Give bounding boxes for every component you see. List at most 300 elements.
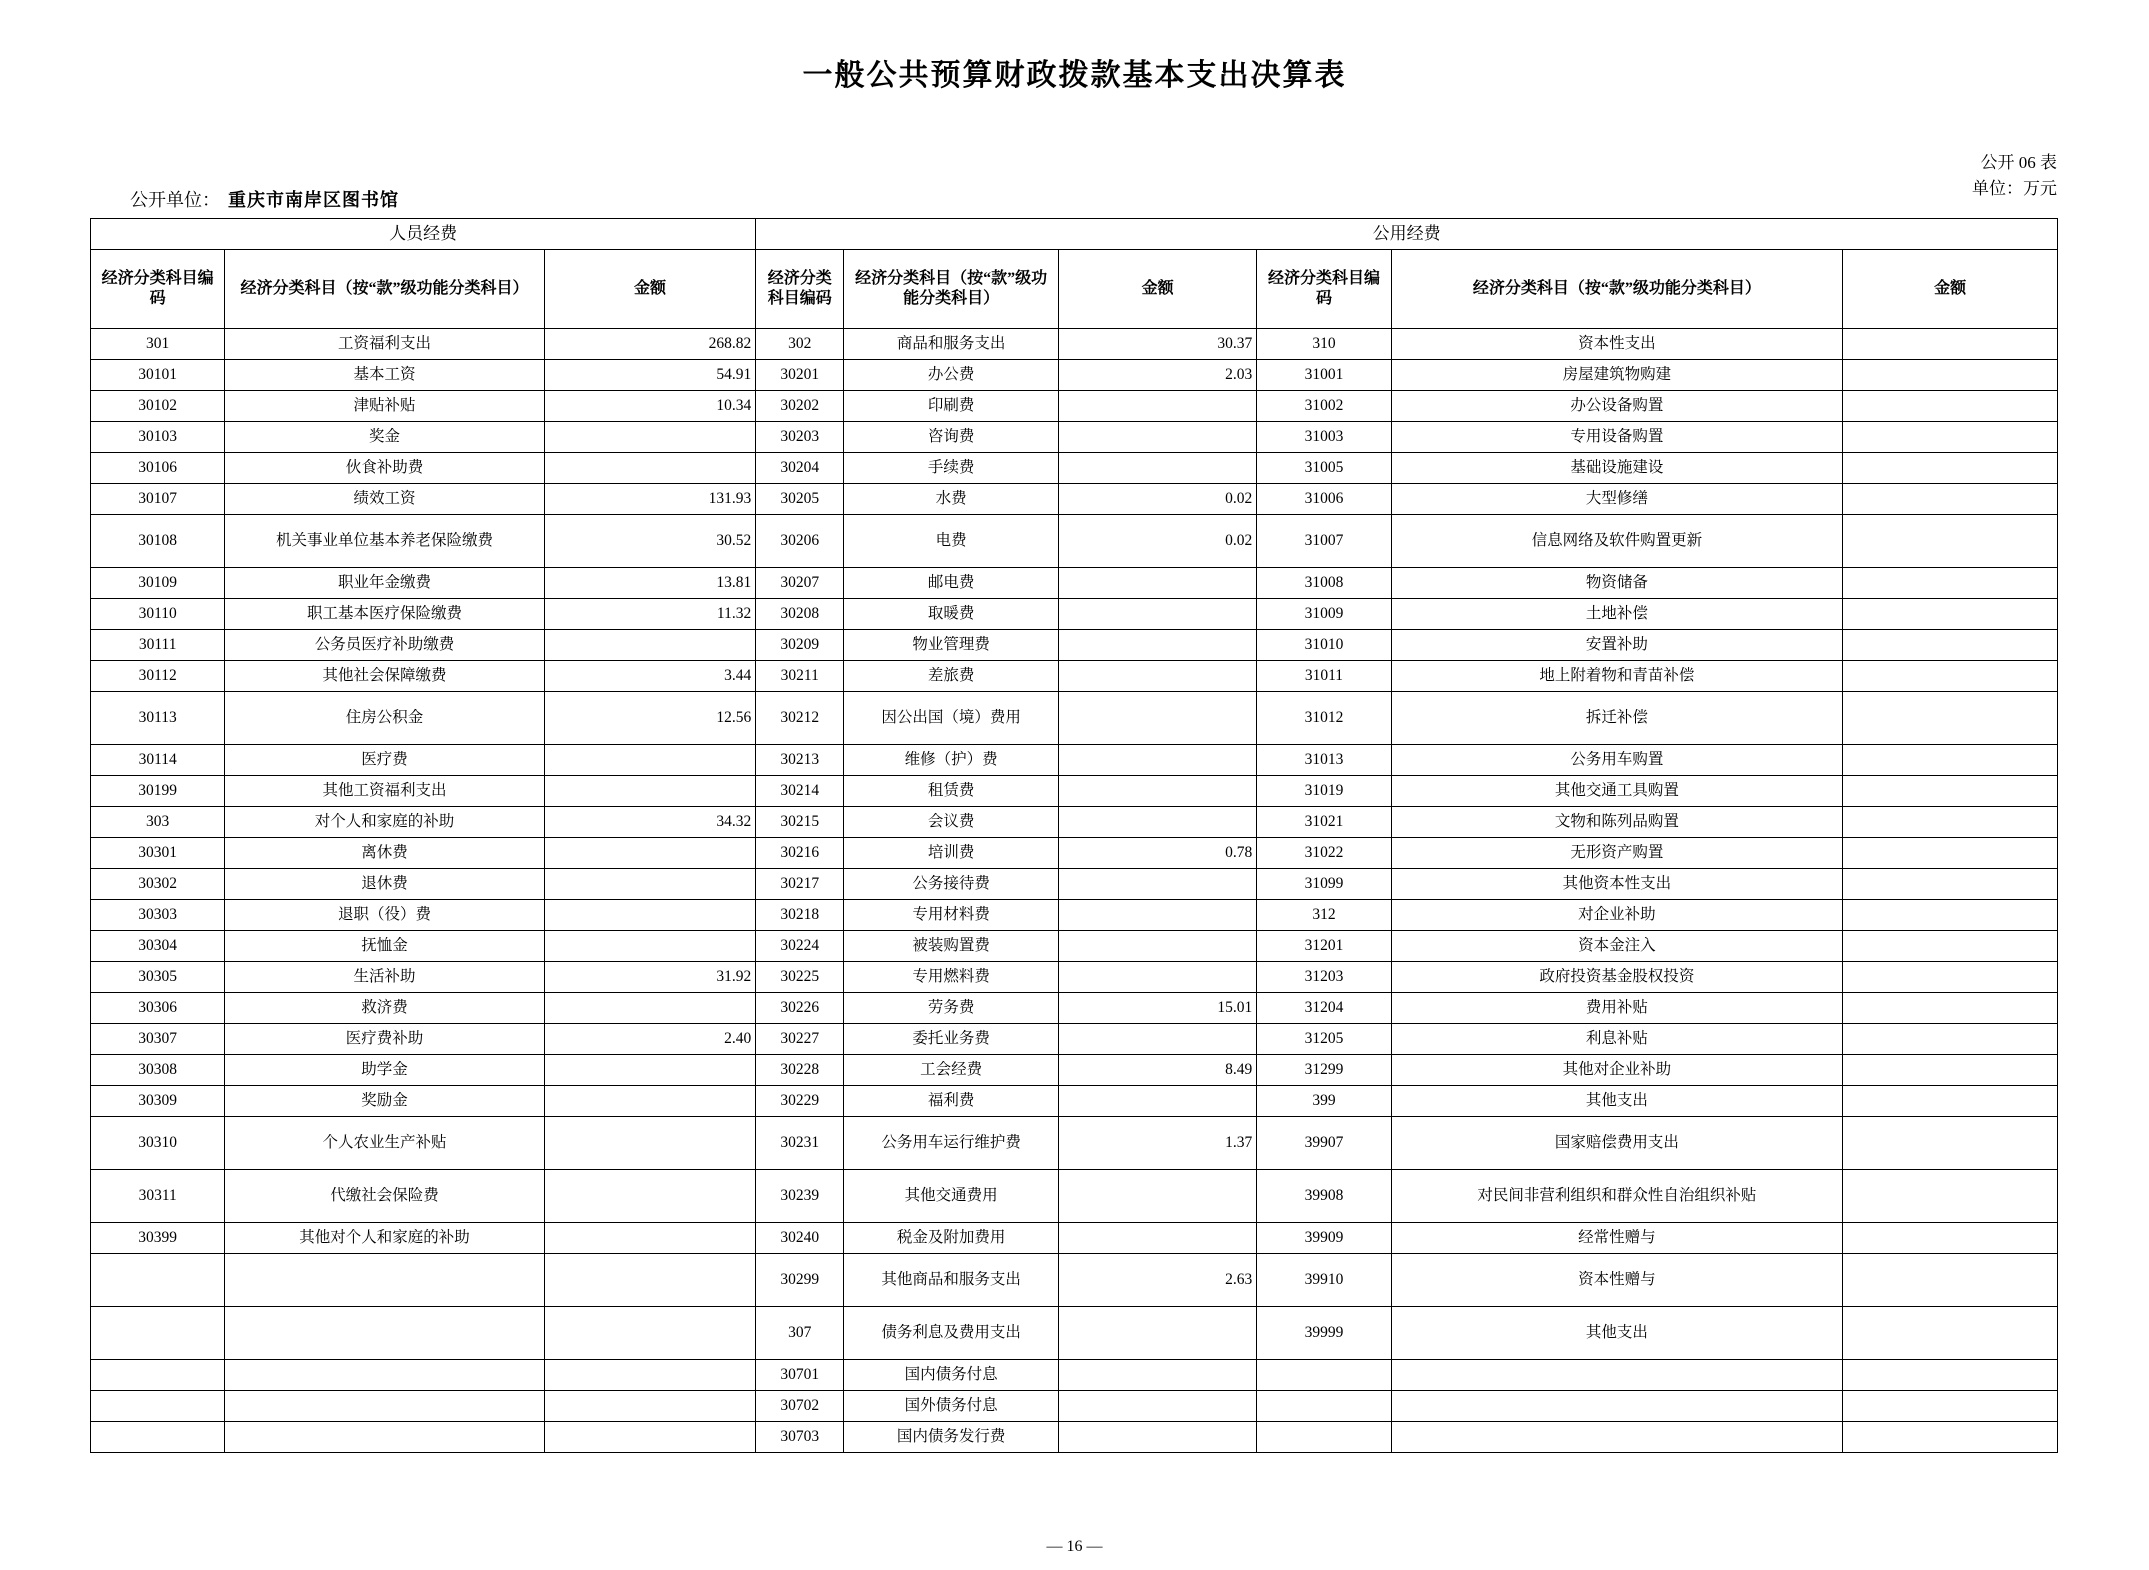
cell-name-personnel — [225, 1024, 544, 1055]
cell-code-capital: 31099 — [1257, 869, 1391, 900]
cell-amount-public — [1059, 869, 1257, 900]
cell-name-capital-text: 安置补助 — [1585, 636, 1648, 654]
cell-code-personnel: 30103 — [91, 422, 225, 453]
cell-code-personnel: 30308 — [91, 1055, 225, 1086]
cell-name-capital — [1391, 807, 1843, 838]
cell-amount-personnel — [544, 776, 755, 807]
cell-amount-public — [1059, 1422, 1257, 1453]
cell-name-public-text: 公务接待费 — [912, 875, 990, 893]
cell-name-capital — [1391, 661, 1843, 692]
cell-name-personnel-text: 退休费 — [361, 875, 408, 893]
cell-code-personnel: 30112 — [91, 661, 225, 692]
cell-name-personnel-text: 伙食补助费 — [345, 459, 424, 477]
cell-name-public-text: 公务用车运行维护费 — [881, 1134, 1021, 1152]
cell-name-personnel-text: 生活补助 — [353, 968, 416, 986]
cell-name-public — [844, 776, 1059, 807]
cell-name-personnel-text: 奖金 — [369, 428, 401, 446]
cell-name-public — [844, 745, 1059, 776]
cell-code-public: 30702 — [756, 1391, 844, 1422]
cell-name-capital — [1391, 776, 1843, 807]
cell-name-public-text: 印刷费 — [927, 397, 975, 415]
cell-name-personnel — [225, 453, 544, 484]
cell-name-public-text: 手续费 — [927, 459, 975, 477]
cell-name-public-text: 被装购置费 — [912, 937, 990, 955]
cell-amount-personnel — [544, 1055, 755, 1086]
cell-name-public-text: 物业管理费 — [912, 636, 990, 654]
sheet-number: 公开 06 表 — [1980, 153, 2057, 172]
cell-amount-capital — [1843, 692, 2058, 745]
cell-name-public-text: 水费 — [935, 490, 967, 508]
cell-name-personnel-text: 住房公积金 — [345, 709, 424, 727]
cell-amount-personnel — [544, 931, 755, 962]
table-row — [91, 1117, 2058, 1170]
currency-unit: 单位：万元 — [1972, 179, 2057, 199]
cell-amount-public — [1059, 568, 1257, 599]
cell-name-public-text: 差旅费 — [927, 667, 975, 685]
cell-code-personnel: 30399 — [91, 1223, 225, 1254]
cell-amount-capital — [1843, 661, 2058, 692]
cell-code-capital: 31019 — [1257, 776, 1391, 807]
cell-code-capital: 31001 — [1257, 360, 1391, 391]
cell-name-public-text: 税金及附加费用 — [896, 1229, 1006, 1247]
cell-name-capital — [1391, 962, 1843, 993]
cell-code-personnel: 30110 — [91, 599, 225, 630]
cell-name-capital-text: 其他支出 — [1585, 1092, 1648, 1110]
cell-amount-personnel — [544, 1223, 755, 1254]
cell-name-personnel-text: 其他对个人和家庭的补助 — [299, 1229, 470, 1247]
cell-amount-public: 0.02 — [1059, 515, 1257, 568]
cell-amount-public — [1059, 630, 1257, 661]
cell-name-capital — [1391, 1117, 1843, 1170]
cell-code-capital: 31021 — [1257, 807, 1391, 838]
table-row — [91, 962, 2058, 993]
cell-code-capital: 31010 — [1257, 630, 1391, 661]
cell-amount-personnel: 30.52 — [544, 515, 755, 568]
cell-code-capital: 31205 — [1257, 1024, 1391, 1055]
cell-name-public — [844, 329, 1059, 360]
cell-amount-capital — [1843, 900, 2058, 931]
cell-amount-capital — [1843, 869, 2058, 900]
cell-code-capital: 31009 — [1257, 599, 1391, 630]
cell-code-personnel — [91, 1422, 225, 1453]
cell-name-personnel — [225, 1391, 544, 1422]
cell-amount-capital — [1843, 962, 2058, 993]
cell-amount-capital — [1843, 568, 2058, 599]
cell-name-public — [844, 900, 1059, 931]
cell-code-personnel: 30309 — [91, 1086, 225, 1117]
cell-code-capital — [1257, 1422, 1391, 1453]
cell-name-public-text: 取暖费 — [927, 605, 975, 623]
cell-code-capital: 39910 — [1257, 1254, 1391, 1307]
cell-amount-public — [1059, 453, 1257, 484]
cell-name-public — [844, 599, 1059, 630]
cell-amount-personnel — [544, 1391, 755, 1422]
cell-name-capital — [1391, 869, 1843, 900]
cell-amount-capital — [1843, 391, 2058, 422]
cell-name-public-text: 债务利息及费用支出 — [881, 1324, 1021, 1342]
cell-amount-public — [1059, 931, 1257, 962]
cell-code-personnel: 30106 — [91, 453, 225, 484]
table-row — [91, 453, 2058, 484]
cell-code-personnel: 30107 — [91, 484, 225, 515]
table-row — [91, 1307, 2058, 1360]
cell-name-capital-text: 费用补贴 — [1585, 999, 1648, 1017]
cell-name-personnel — [225, 776, 544, 807]
cell-amount-personnel: 11.32 — [544, 599, 755, 630]
cell-name-public-text: 会议费 — [927, 813, 975, 831]
cell-amount-capital — [1843, 993, 2058, 1024]
cell-code-public: 302 — [756, 329, 844, 360]
cell-code-personnel: 30114 — [91, 745, 225, 776]
cell-name-public-text: 国内债务付息 — [904, 1366, 998, 1384]
cell-name-personnel — [225, 568, 544, 599]
cell-amount-personnel — [544, 869, 755, 900]
table-row — [91, 329, 2058, 360]
cell-code-public: 30224 — [756, 931, 844, 962]
cell-code-capital: 31006 — [1257, 484, 1391, 515]
cell-code-personnel: 30306 — [91, 993, 225, 1024]
cell-amount-public — [1059, 1360, 1257, 1391]
cell-name-public — [844, 1055, 1059, 1086]
discloser-name: 重庆市南岸区图书馆 — [228, 190, 399, 210]
group-header-row — [91, 219, 2058, 250]
cell-name-public-text: 委托业务费 — [912, 1030, 990, 1048]
cell-amount-personnel: 3.44 — [544, 661, 755, 692]
table-row — [91, 1086, 2058, 1117]
cell-name-personnel — [225, 838, 544, 869]
cell-name-capital — [1391, 1254, 1843, 1307]
cell-name-capital — [1391, 1086, 1843, 1117]
cell-code-capital: 39907 — [1257, 1117, 1391, 1170]
col-header-name1: 经济分类科目（按“款”级功能分类科目） — [225, 250, 544, 329]
cell-name-public-text: 邮电费 — [927, 574, 975, 592]
cell-amount-personnel — [544, 1117, 755, 1170]
cell-amount-public — [1059, 661, 1257, 692]
table-row — [91, 1360, 2058, 1391]
cell-code-capital: 31204 — [1257, 993, 1391, 1024]
cell-amount-capital — [1843, 360, 2058, 391]
cell-name-public-text: 商品和服务支出 — [896, 335, 1006, 353]
cell-name-personnel — [225, 1422, 544, 1453]
cell-amount-personnel — [544, 1307, 755, 1360]
cell-amount-public — [1059, 422, 1257, 453]
cell-amount-personnel: 13.81 — [544, 568, 755, 599]
cell-code-capital: 31203 — [1257, 962, 1391, 993]
cell-code-capital: 31201 — [1257, 931, 1391, 962]
cell-code-personnel — [91, 1254, 225, 1307]
cell-name-personnel — [225, 661, 544, 692]
cell-name-capital — [1391, 484, 1843, 515]
cell-code-capital: 310 — [1257, 329, 1391, 360]
cell-name-personnel — [225, 1223, 544, 1254]
cell-name-personnel — [225, 630, 544, 661]
cell-code-public: 30209 — [756, 630, 844, 661]
table-row — [91, 568, 2058, 599]
cell-name-personnel-text: 代缴社会保险费 — [330, 1187, 439, 1205]
cell-name-personnel-text: 其他工资福利支出 — [322, 782, 447, 800]
cell-code-public: 30213 — [756, 745, 844, 776]
cell-amount-capital — [1843, 1360, 2058, 1391]
cell-amount-public: 30.37 — [1059, 329, 1257, 360]
cell-name-personnel — [225, 422, 544, 453]
cell-name-capital — [1391, 515, 1843, 568]
cell-name-public-text: 其他商品和服务支出 — [881, 1271, 1021, 1289]
cell-name-personnel — [225, 900, 544, 931]
cell-name-capital — [1391, 993, 1843, 1024]
cell-name-personnel-text: 离休费 — [361, 844, 408, 862]
cell-name-personnel — [225, 993, 544, 1024]
cell-name-public — [844, 838, 1059, 869]
cell-name-personnel — [225, 807, 544, 838]
cell-name-personnel — [225, 692, 544, 745]
cell-name-public-text: 国外债务付息 — [904, 1397, 998, 1415]
cell-name-capital-text: 对民间非营利组织和群众性自治组织补贴 — [1477, 1187, 1757, 1205]
cell-amount-capital — [1843, 630, 2058, 661]
cell-name-personnel-text: 其他社会保障缴费 — [322, 667, 447, 685]
cell-amount-personnel — [544, 630, 755, 661]
cell-name-capital-text: 土地补偿 — [1585, 605, 1648, 623]
cell-amount-public — [1059, 1086, 1257, 1117]
cell-name-capital — [1391, 422, 1843, 453]
table-row — [91, 391, 2058, 422]
document-page — [0, 50, 2149, 1570]
cell-amount-capital — [1843, 1170, 2058, 1223]
cell-code-public: 30701 — [756, 1360, 844, 1391]
cell-name-capital-text: 资本性赠与 — [1578, 1271, 1656, 1289]
cell-name-capital — [1391, 1170, 1843, 1223]
cell-amount-public — [1059, 1307, 1257, 1360]
cell-name-capital — [1391, 360, 1843, 391]
cell-amount-personnel: 10.34 — [544, 391, 755, 422]
cell-code-capital: 312 — [1257, 900, 1391, 931]
cell-name-capital — [1391, 1055, 1843, 1086]
col-header-name3: 经济分类科目（按“款”级功能分类科目） — [1391, 250, 1843, 329]
cell-amount-personnel — [544, 1254, 755, 1307]
cell-code-capital: 31022 — [1257, 838, 1391, 869]
cell-name-public — [844, 515, 1059, 568]
cell-code-public: 30203 — [756, 422, 844, 453]
cell-code-personnel: 30304 — [91, 931, 225, 962]
cell-name-public — [844, 692, 1059, 745]
cell-code-capital — [1257, 1391, 1391, 1422]
cell-code-personnel: 30305 — [91, 962, 225, 993]
cell-name-capital-text: 办公设备购置 — [1570, 397, 1664, 415]
cell-name-personnel-text: 职工基本医疗保险缴费 — [307, 605, 463, 623]
cell-name-personnel — [225, 869, 544, 900]
cell-code-public: 30225 — [756, 962, 844, 993]
cell-code-personnel — [91, 1391, 225, 1422]
cell-name-public — [844, 1254, 1059, 1307]
col-header-code1: 经济分类科目编码 — [91, 250, 225, 329]
cell-name-capital — [1391, 1360, 1843, 1391]
cell-amount-public — [1059, 807, 1257, 838]
cell-code-public: 30231 — [756, 1117, 844, 1170]
table-body — [91, 329, 2058, 1453]
cell-name-public — [844, 962, 1059, 993]
cell-name-personnel-text: 救济费 — [361, 999, 408, 1017]
cell-name-public — [844, 1117, 1059, 1170]
cell-name-capital — [1391, 391, 1843, 422]
cell-amount-personnel: 131.93 — [544, 484, 755, 515]
cell-name-personnel-text: 工资福利支出 — [338, 335, 432, 353]
cell-amount-capital — [1843, 1254, 2058, 1307]
cell-code-public: 30218 — [756, 900, 844, 931]
cell-name-public-text: 因公出国（境）费用 — [881, 709, 1021, 727]
cell-name-personnel-text: 基本工资 — [353, 366, 416, 384]
cell-name-capital — [1391, 599, 1843, 630]
cell-code-capital: 39908 — [1257, 1170, 1391, 1223]
cell-name-personnel-text: 抚恤金 — [361, 937, 408, 955]
table-row — [91, 745, 2058, 776]
col-header-amount2: 金额 — [1059, 250, 1257, 329]
cell-amount-public — [1059, 1170, 1257, 1223]
cell-amount-personnel — [544, 422, 755, 453]
cell-name-public — [844, 630, 1059, 661]
cell-code-personnel: 30109 — [91, 568, 225, 599]
cell-amount-public — [1059, 692, 1257, 745]
table-row — [91, 807, 2058, 838]
cell-code-public: 30202 — [756, 391, 844, 422]
cell-name-public — [844, 1170, 1059, 1223]
cell-code-personnel: 30302 — [91, 869, 225, 900]
cell-code-capital: 31003 — [1257, 422, 1391, 453]
cell-name-personnel-text: 个人农业生产补贴 — [322, 1134, 447, 1152]
cell-amount-personnel: 34.32 — [544, 807, 755, 838]
cell-name-personnel-text: 津贴补贴 — [353, 397, 416, 415]
cell-amount-public — [1059, 1024, 1257, 1055]
cell-name-public — [844, 422, 1059, 453]
cell-name-capital — [1391, 329, 1843, 360]
table-row — [91, 1422, 2058, 1453]
cell-amount-public: 0.78 — [1059, 838, 1257, 869]
cell-amount-public — [1059, 1223, 1257, 1254]
table-row — [91, 515, 2058, 568]
group-header-public: 公用经费 — [756, 219, 2058, 250]
cell-amount-public — [1059, 745, 1257, 776]
cell-amount-public — [1059, 962, 1257, 993]
cell-code-personnel: 30311 — [91, 1170, 225, 1223]
cell-name-public-text: 福利费 — [927, 1092, 975, 1110]
cell-name-capital — [1391, 900, 1843, 931]
cell-name-public — [844, 661, 1059, 692]
cell-name-capital-text: 大型修缮 — [1585, 490, 1648, 508]
cell-amount-capital — [1843, 807, 2058, 838]
cell-name-capital-text: 基础设施建设 — [1570, 459, 1664, 477]
cell-code-personnel: 30111 — [91, 630, 225, 661]
cell-name-capital-text: 其他支出 — [1585, 1324, 1648, 1342]
cell-amount-personnel — [544, 1086, 755, 1117]
cell-name-public — [844, 360, 1059, 391]
cell-name-public-text: 专用燃料费 — [912, 968, 990, 986]
cell-code-public: 30299 — [756, 1254, 844, 1307]
cell-name-capital-text: 地上附着物和青苗补偿 — [1539, 667, 1695, 685]
cell-name-public — [844, 1307, 1059, 1360]
cell-amount-capital — [1843, 1117, 2058, 1170]
cell-code-personnel: 30102 — [91, 391, 225, 422]
cell-name-personnel-text: 助学金 — [361, 1061, 408, 1079]
cell-name-capital — [1391, 1223, 1843, 1254]
cell-amount-public: 15.01 — [1059, 993, 1257, 1024]
cell-amount-public — [1059, 776, 1257, 807]
cell-code-capital: 31007 — [1257, 515, 1391, 568]
table-row — [91, 1055, 2058, 1086]
cell-name-public-text: 维修（护）费 — [904, 751, 998, 769]
cell-amount-personnel: 12.56 — [544, 692, 755, 745]
cell-code-personnel: 30310 — [91, 1117, 225, 1170]
cell-name-public — [844, 1223, 1059, 1254]
cell-amount-capital — [1843, 838, 2058, 869]
cell-amount-capital — [1843, 329, 2058, 360]
discloser-line — [130, 186, 399, 212]
cell-code-public: 30207 — [756, 568, 844, 599]
table-row — [91, 1391, 2058, 1422]
cell-code-personnel: 30303 — [91, 900, 225, 931]
cell-amount-personnel — [544, 1422, 755, 1453]
table-row — [91, 599, 2058, 630]
cell-name-public-text: 国内债务发行费 — [896, 1428, 1006, 1446]
cell-amount-capital — [1843, 1391, 2058, 1422]
cell-name-public-text: 其他交通费用 — [904, 1187, 998, 1205]
cell-code-public: 30228 — [756, 1055, 844, 1086]
cell-amount-capital — [1843, 422, 2058, 453]
cell-name-capital — [1391, 1422, 1843, 1453]
cell-code-capital: 399 — [1257, 1086, 1391, 1117]
col-header-amount3: 金额 — [1843, 250, 2058, 329]
cell-name-personnel-text: 机关事业单位基本养老保险缴费 — [276, 532, 494, 550]
cell-code-public: 30226 — [756, 993, 844, 1024]
cell-name-capital-text: 其他资本性支出 — [1562, 875, 1672, 893]
cell-code-public: 30206 — [756, 515, 844, 568]
budget-table — [90, 218, 2058, 1453]
table-row — [91, 661, 2058, 692]
cell-name-capital-text: 文物和陈列品购置 — [1554, 813, 1679, 831]
cell-code-personnel: 30108 — [91, 515, 225, 568]
cell-name-personnel — [225, 1360, 544, 1391]
cell-code-public: 30208 — [756, 599, 844, 630]
cell-amount-capital — [1843, 1024, 2058, 1055]
cell-name-capital-text: 国家赔偿费用支出 — [1554, 1134, 1679, 1152]
cell-code-personnel — [91, 1360, 225, 1391]
cell-amount-personnel: 31.92 — [544, 962, 755, 993]
cell-amount-capital — [1843, 453, 2058, 484]
cell-name-capital-text: 物资储备 — [1585, 574, 1648, 592]
cell-name-capital-text: 专用设备购置 — [1570, 428, 1664, 446]
table-row — [91, 484, 2058, 515]
cell-name-personnel-text: 奖励金 — [361, 1092, 408, 1110]
cell-name-capital-text: 其他交通工具购置 — [1554, 782, 1679, 800]
cell-name-capital-text: 公务用车购置 — [1570, 751, 1664, 769]
cell-code-public: 30214 — [756, 776, 844, 807]
cell-amount-capital — [1843, 599, 2058, 630]
cell-code-personnel: 30307 — [91, 1024, 225, 1055]
cell-name-capital — [1391, 1391, 1843, 1422]
cell-name-personnel — [225, 329, 544, 360]
cell-name-capital — [1391, 838, 1843, 869]
cell-code-public: 30703 — [756, 1422, 844, 1453]
cell-name-public-text: 工会经费 — [920, 1061, 983, 1079]
table-row — [91, 993, 2058, 1024]
table-row — [91, 869, 2058, 900]
cell-amount-personnel — [544, 838, 755, 869]
cell-name-personnel — [225, 599, 544, 630]
cell-name-personnel — [225, 1117, 544, 1170]
cell-code-personnel: 30199 — [91, 776, 225, 807]
cell-amount-capital — [1843, 745, 2058, 776]
cell-code-public: 307 — [756, 1307, 844, 1360]
cell-name-personnel-text: 医疗费 — [361, 751, 408, 769]
cell-amount-public: 0.02 — [1059, 484, 1257, 515]
cell-code-personnel: 301 — [91, 329, 225, 360]
